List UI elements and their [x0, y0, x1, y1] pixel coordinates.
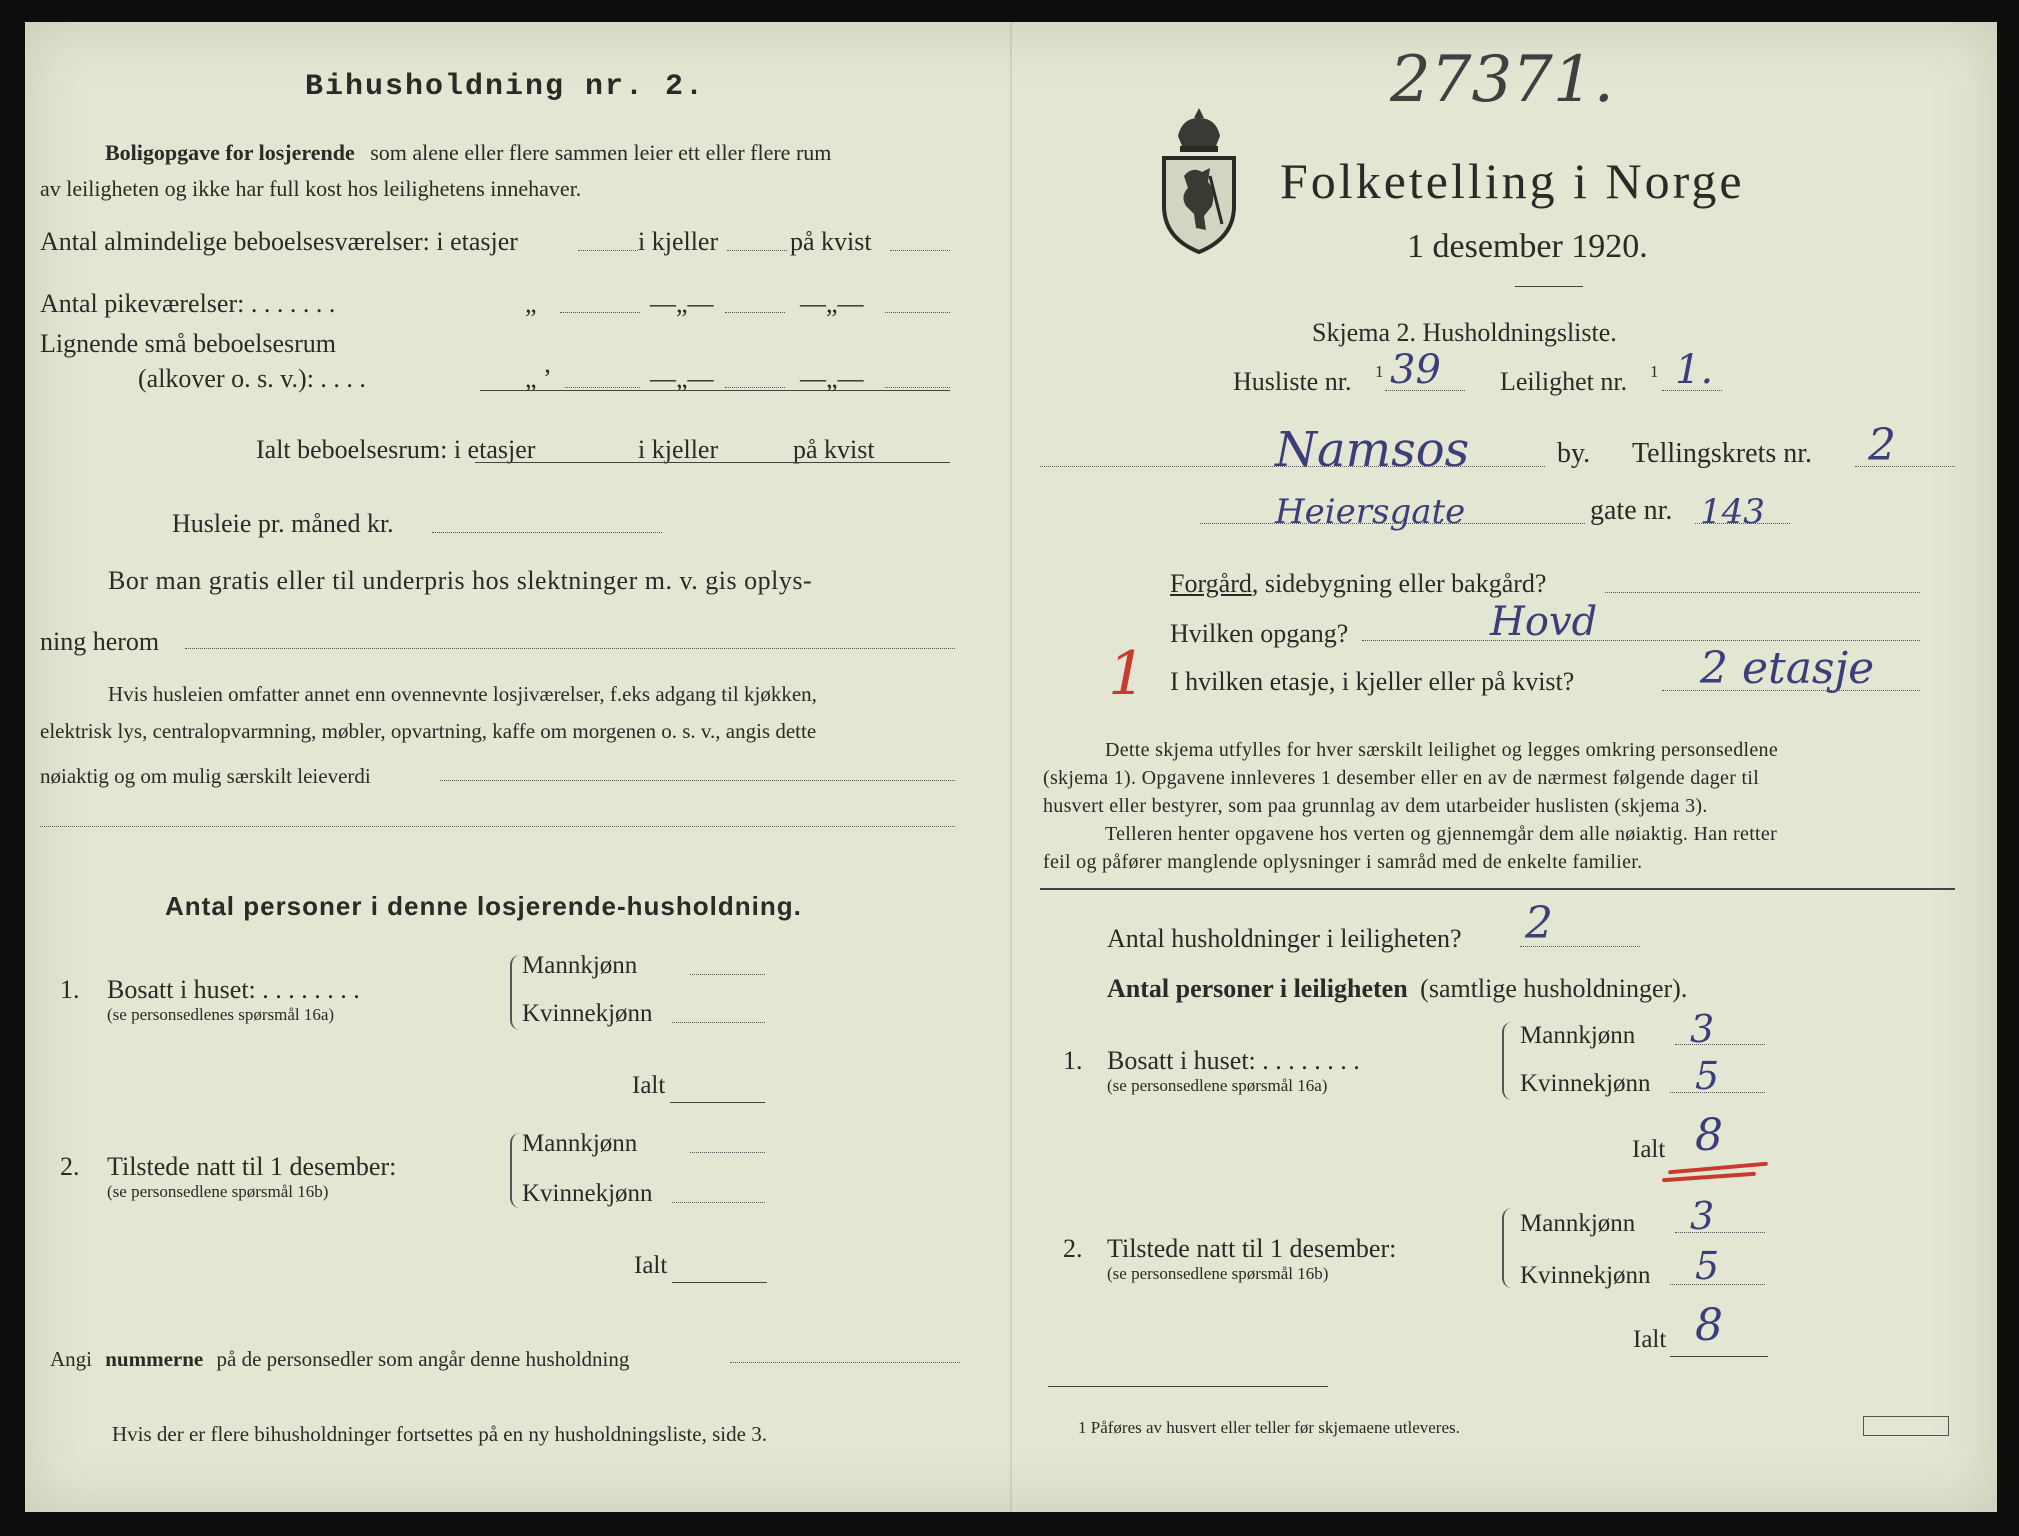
krets-value: 2 [1868, 420, 1896, 471]
left-q2-brace [510, 1133, 522, 1208]
row3-label-a: Lignende små beboelsesrum [40, 329, 337, 358]
gratis-line-1: Bor man gratis eller til underpris hos slektninger m. v. gis oplys- [108, 566, 813, 595]
husleie-line [432, 532, 662, 533]
right-q1-brace [1502, 1022, 1514, 1100]
hvis-line-2: elektrisk lys, centralopvarmning, møbler, opvartning, kaffe om morgenen o. s. v., angis dette [40, 719, 817, 743]
right-q1-sub: (se personsedlene spørsmål 16a) [1107, 1076, 1328, 1095]
left-q1-kvinne-line [672, 1022, 765, 1023]
left-q1-brace [510, 955, 522, 1030]
para2-line-1: Telleren henter opgavene hos verten og gjennemgår dem alle nøiaktig. Han retter [1105, 823, 1778, 845]
right-q1-ialt-value: 8 [1695, 1110, 1723, 1161]
right-q2-kvinne-value: 5 [1695, 1244, 1720, 1288]
left-antal-heading: Antal personer i denne losjerende-husholdning. [165, 891, 802, 921]
gratis-line [185, 648, 955, 649]
right-footnote: 1 Påføres av husvert eller teller før skjemaene utleveres. [1078, 1418, 1460, 1437]
gate-value: 143 [1700, 492, 1765, 532]
ialt-label: Ialt beboelsesrum: i etasjer [256, 435, 536, 464]
town-value: Namsos [1275, 422, 1470, 478]
husliste-line [1385, 390, 1465, 391]
street-value: Heiersgate [1275, 492, 1466, 532]
right-q2-label: Tilstede natt til 1 desember: [1107, 1234, 1397, 1263]
right-q1-mann-value: 3 [1690, 1007, 1715, 1051]
left-q2-ialt-rule [672, 1282, 767, 1283]
left-q2-kvinne-line [672, 1202, 765, 1203]
left-q2-mann-line [690, 1152, 765, 1153]
opgang-line [1362, 640, 1920, 641]
right-q1-kvinne-value: 5 [1695, 1054, 1720, 1098]
right-date: 1 desember 1920. [1407, 228, 1648, 265]
para1-line-1: Dette skjema utfylles for hver særskilt leilighet og legges omkring personsedlene [1105, 739, 1779, 761]
norwegian-coat-of-arms-icon [1158, 106, 1240, 256]
leieverdi-line [440, 780, 955, 781]
etasje-label: I hvilken etasje, i kjeller eller på kvist? [1170, 667, 1575, 696]
hvis-line-1: Hvis husleien omfatter annet enn ovennevnte losjiværelser, f.eks adgang til kjøkken, [108, 682, 817, 706]
left-title: Bihusholdning nr. 2. [305, 70, 706, 104]
margin-mark: 1 [1108, 639, 1147, 709]
row1-kjeller-line [727, 250, 787, 251]
left-footer: Hvis der er flere bihusholdninger fortsettes på en ny husholdningsliste, side 3. [112, 1422, 767, 1446]
row2-ditto-3: —„— [800, 289, 864, 318]
left-q1-mann: Mannkjønn [522, 952, 638, 979]
town-line [1040, 466, 1545, 467]
row3-line-1 [565, 387, 640, 388]
husliste-label: Husliste nr. [1233, 367, 1352, 396]
left-q2-num: 2. [60, 1152, 80, 1181]
row3-line-2 [725, 387, 785, 388]
etasje-line [1662, 690, 1920, 691]
angi-b: nummerne [105, 1347, 204, 1371]
left-q1-sub: (se personsedlenes spørsmål 16a) [107, 1005, 335, 1024]
husliste-value: 39 [1390, 347, 1441, 393]
leilighet-footnote-mark: 1 [1650, 362, 1659, 381]
right-q2-mann-value: 3 [1690, 1194, 1715, 1238]
leilighet-value: 1. [1675, 347, 1714, 393]
row2-line-2 [725, 312, 785, 313]
krets-line [1855, 466, 1955, 467]
row1-kvist-line [890, 250, 950, 251]
street-line [1200, 523, 1585, 524]
etasje-value: 2 etasje [1700, 643, 1875, 694]
right-q2-mann-line [1675, 1232, 1765, 1233]
forgard-rest: , sidebygning eller bakgård? [1251, 569, 1547, 598]
row3-label-b: (alkover o. s. v.): . . . . [138, 364, 366, 393]
right-q2-kvinne-line [1670, 1284, 1765, 1285]
angi-c: på de personsedler som angår denne husholdning [216, 1347, 630, 1371]
right-q2-mann-label: Mannkjønn [1520, 1210, 1636, 1237]
right-q2-sub: (se personsedlene spørsmål 16b) [1107, 1264, 1329, 1283]
row3-sum-rule [480, 390, 950, 391]
left-q2-sub: (se personsedlene spørsmål 16b) [107, 1182, 329, 1201]
right-q1-num: 1. [1063, 1046, 1083, 1075]
right-antal-heading-rest: (samtlige husholdninger). [1420, 974, 1688, 1003]
right-antal-heading [1107, 975, 1687, 1003]
gate-label: gate nr. [1590, 495, 1673, 526]
opgang-value: Hovd [1490, 599, 1598, 645]
archive-number: 27371. [1390, 43, 1614, 117]
right-antal-heading-bold: Antal personer i leiligheten [1107, 974, 1408, 1003]
instructions-rule [1040, 888, 1955, 890]
husholdninger-label: Antal husholdninger i leiligheten? [1107, 924, 1462, 953]
left-q1-mann-line [690, 974, 765, 975]
row2-label: Antal pikeværelser: . . . . . . . [40, 289, 336, 318]
right-q2-ialt-value: 8 [1695, 1300, 1723, 1351]
para2-line-2: feil og påfører manglende oplysninger i samråd med de enkelte familier. [1043, 851, 1643, 873]
footnote-rule [1048, 1386, 1328, 1387]
row3-ditto-3: —„— [800, 364, 864, 393]
row1-kvist: på kvist [790, 227, 872, 256]
right-q2-num: 2. [1063, 1234, 1083, 1263]
ialt-kjeller: i kjeller [638, 435, 719, 464]
title-divider [1515, 286, 1583, 287]
row3-ditto-1: „ ’ [525, 364, 552, 393]
row3-ditto-2: —„— [650, 364, 714, 393]
left-q2-mann: Mannkjønn [522, 1130, 638, 1157]
leilighet-label: Leilighet nr. [1500, 367, 1628, 396]
krets-label: Tellingskrets nr. [1632, 438, 1813, 469]
left-q2-ialt: Ialt [634, 1252, 668, 1279]
angi-a: Angi [50, 1347, 92, 1371]
right-q2-kvinne-label: Kvinnekjønn [1520, 1262, 1651, 1289]
by-label: by. [1557, 438, 1591, 469]
left-q2-kvinne: Kvinnekjønn [522, 1180, 653, 1207]
right-q1-ialt-label: Ialt [1632, 1136, 1666, 1163]
row1-kjeller: i kjeller [638, 227, 719, 256]
husholdninger-value: 2 [1525, 898, 1553, 949]
right-q1-mann-line [1675, 1044, 1765, 1045]
right-q2-brace [1502, 1208, 1514, 1288]
intro-line-2: av leiligheten og ikke har full kost hos leilighetens innehaver. [40, 176, 582, 201]
row2-ditto-1: „ [525, 289, 537, 318]
leilighet-line [1662, 390, 1722, 391]
left-q2-label: Tilstede natt til 1 desember: [107, 1152, 397, 1181]
row2-line-3 [885, 312, 950, 313]
left-q1-ialt-rule [670, 1102, 765, 1103]
forgard-line [1605, 592, 1920, 593]
right-q1-label: Bosatt i huset: . . . . . . . . [1107, 1046, 1360, 1075]
right-q2-ialt-label: Ialt [1633, 1326, 1667, 1353]
intro-bold: Boligopgave for losjerende [105, 140, 355, 165]
ialt-rule [475, 462, 950, 463]
forgard-underlined: Forgård [1170, 569, 1252, 598]
skjema-label: Skjema 2. Husholdningsliste. [1312, 318, 1617, 347]
angi-line [50, 1345, 629, 1373]
page-fold [1010, 22, 1012, 1512]
row1-label: Antal almindelige beboelsesværelser: i etasjer [40, 227, 518, 256]
ialt-kvist: på kvist [793, 435, 875, 464]
gate-line [1695, 523, 1790, 524]
row2-ditto-2: —„— [650, 289, 714, 318]
right-q1-mann-label: Mannkjønn [1520, 1022, 1636, 1049]
para1-line-3: husvert eller bestyrer, som paa grunnlag av dem utarbeider huslisten (skjema 3). [1043, 795, 1708, 817]
forgard-question [1170, 570, 1546, 598]
row1-etasjer-line [578, 250, 638, 251]
hvis-line-3: nøiaktig og om mulig særskilt leieverdi [40, 764, 371, 788]
intro-line-1 [105, 139, 831, 167]
angi-fill-line [730, 1362, 960, 1363]
left-q1-ialt: Ialt [632, 1072, 666, 1099]
husleie-label: Husleie pr. måned kr. [172, 509, 394, 538]
para1-line-2: (skjema 1). Opgavene innleveres 1 desember eller en av de nærmest følgende dager til [1043, 767, 1760, 789]
gratis-line-2: ning herom [40, 627, 160, 656]
right-q2-ialt-rule [1670, 1356, 1768, 1357]
husholdninger-line [1520, 946, 1640, 947]
row2-line-1 [560, 312, 640, 313]
row3-line-3 [885, 387, 950, 388]
right-q1-kvinne-label: Kvinnekjønn [1520, 1070, 1651, 1097]
opgang-label: Hvilken opgang? [1170, 619, 1349, 648]
left-q1-label: Bosatt i huset: . . . . . . . . [107, 975, 360, 1004]
intro-rest: som alene eller flere sammen leier ett eller flere rum [370, 140, 832, 165]
left-q1-kvinne: Kvinnekjønn [522, 1000, 653, 1027]
left-q1-num: 1. [60, 975, 80, 1004]
husliste-footnote-mark: 1 [1375, 362, 1384, 381]
right-q1-kvinne-line [1670, 1092, 1765, 1093]
extra-line [40, 826, 955, 827]
right-title: Folketelling i Norge [1280, 153, 1745, 209]
printer-stamp [1863, 1416, 1949, 1436]
